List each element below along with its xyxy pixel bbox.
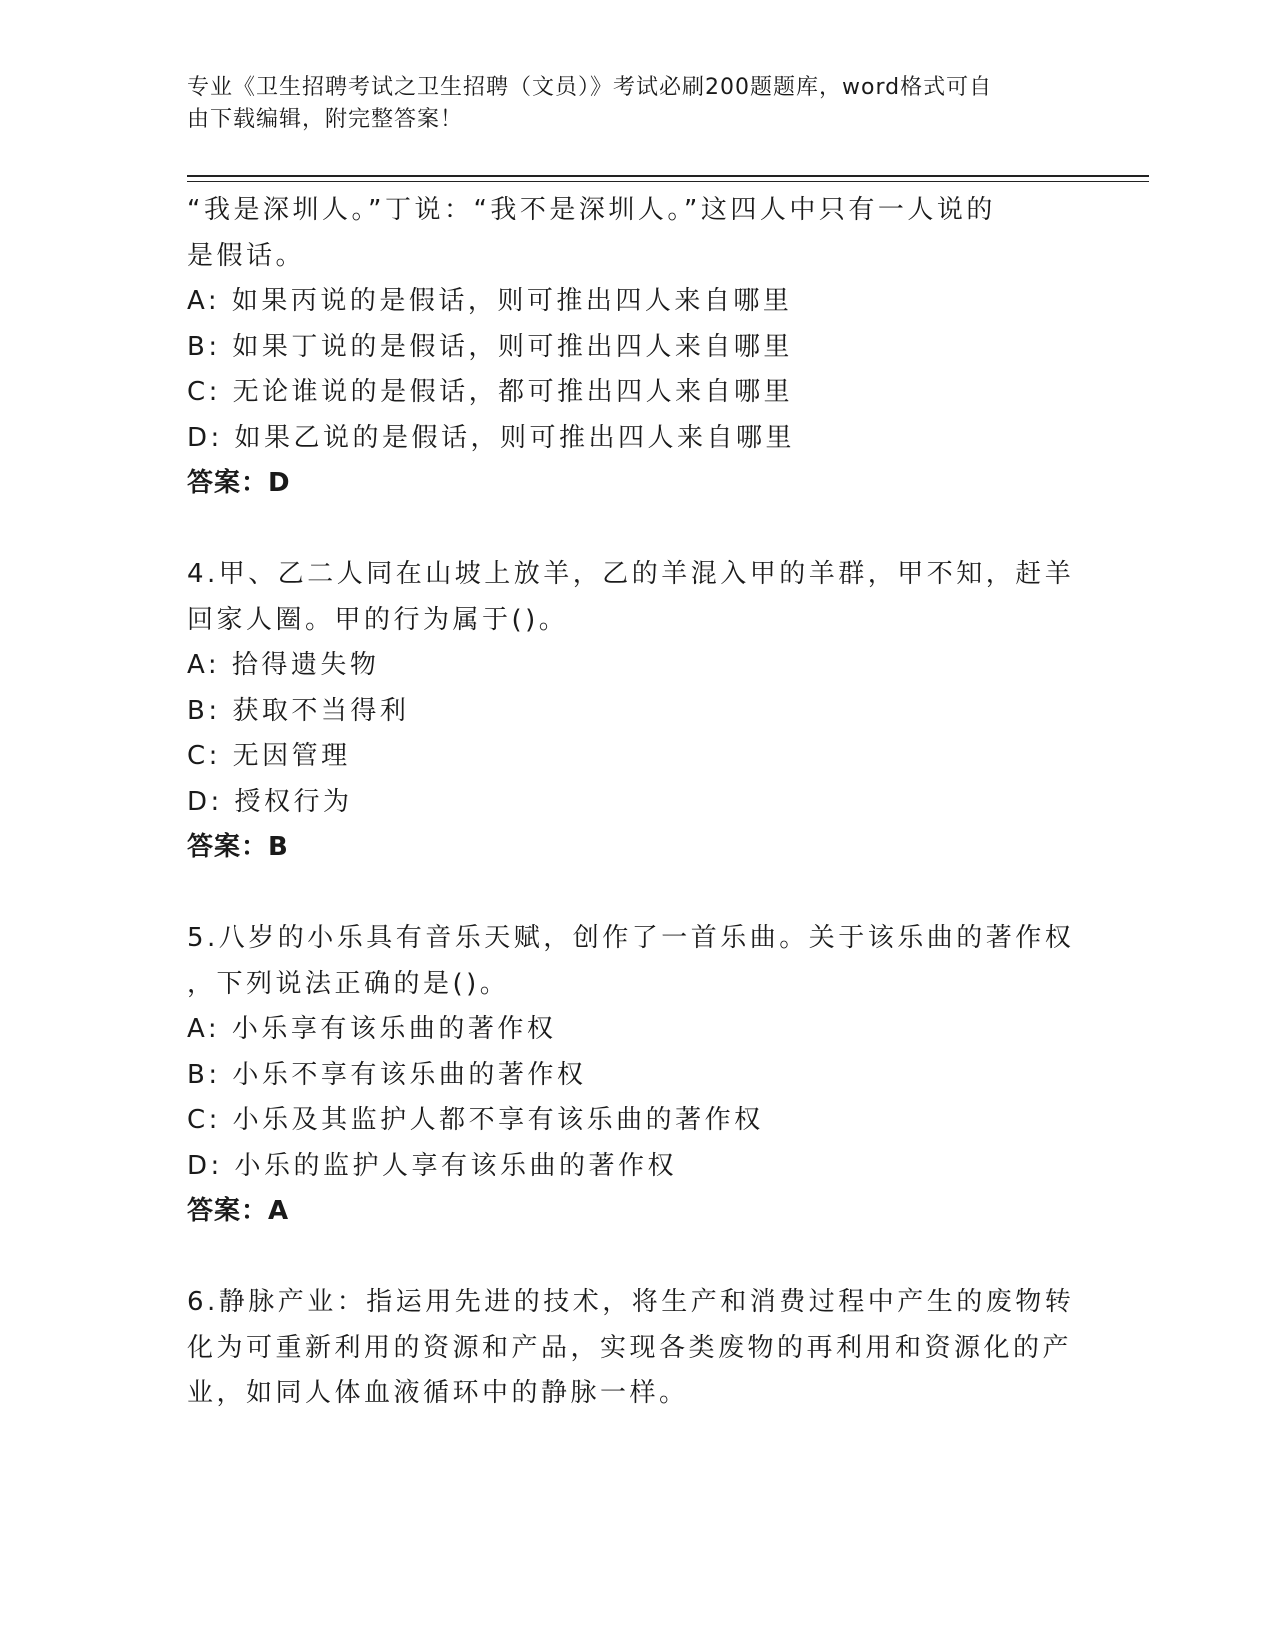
header-title-line-2: 由下载编辑，附完整答案！ (187, 107, 464, 132)
question-stem-line: 5.八岁的小乐具有音乐天赋，创作了一首乐曲。关于该乐曲的著作权 (187, 923, 1075, 953)
header-divider-thick (187, 175, 1149, 177)
option-c: C: 无因管理 (187, 741, 351, 771)
question-stem-line: 6.静脉产业：指运用先进的技术，将生产和消费过程中产生的废物转 (187, 1287, 1075, 1317)
option-b: B: 如果丁说的是假话，则可推出四人来自哪里 (187, 331, 793, 362)
option-b: B: 小乐不享有该乐曲的著作权 (187, 1059, 587, 1090)
question-spacer (187, 507, 1067, 553)
option-a: A: 拾得遗失物 (187, 650, 380, 680)
option-d: D: 授权行为 (187, 786, 353, 817)
answer-line: 答案：D (187, 468, 291, 498)
option-c: C: 无论谁说的是假话，都可推出四人来自哪里 (187, 377, 794, 407)
question-stem-line: “我是深圳人。”丁说：“我不是深圳人。”这四人中只有一人说的 (187, 195, 996, 225)
answer-line: 答案：A (187, 1196, 290, 1226)
question-stem-line: 化为可重新利用的资源和产品，实现各类废物的再利用和资源化的产 (187, 1332, 1073, 1363)
question-3 (187, 188, 1067, 507)
option-d: D: 如果乙说的是假话，则可推出四人来自哪里 (187, 422, 796, 453)
question-stem-line: 回家人圈。甲的行为属于()。 (187, 604, 569, 635)
header-title-line-1: 专业《卫生招聘考试之卫生招聘（文员）》考试必刷200题题库，word格式可自 (187, 75, 993, 100)
question-stem-line: ，下列说法正确的是()。 (187, 968, 510, 999)
option-d: D: 小乐的监护人享有该乐曲的著作权 (187, 1150, 678, 1181)
document-header (187, 72, 1067, 136)
question-spacer (187, 871, 1067, 917)
question-stem-line: 4.甲、乙二人同在山坡上放羊，乙的羊混入甲的羊群，甲不知，赶羊 (187, 559, 1075, 589)
option-c: C: 小乐及其监护人都不享有该乐曲的著作权 (187, 1105, 764, 1135)
option-a: A: 小乐享有该乐曲的著作权 (187, 1014, 557, 1044)
header-divider-thin (187, 181, 1149, 182)
option-b: B: 获取不当得利 (187, 695, 410, 726)
question-5 (187, 916, 1075, 1235)
question-4 (187, 552, 1075, 871)
answer-line: 答案：B (187, 832, 289, 862)
question-stem-line: 是假话。 (187, 240, 306, 271)
question-spacer (187, 1235, 1067, 1281)
question-6 (187, 1280, 1075, 1417)
document-body (187, 188, 1075, 1417)
option-a: A: 如果丙说的是假话，则可推出四人来自哪里 (187, 286, 793, 316)
question-stem-line: 业，如同人体血液循环中的静脉一样。 (187, 1378, 689, 1408)
